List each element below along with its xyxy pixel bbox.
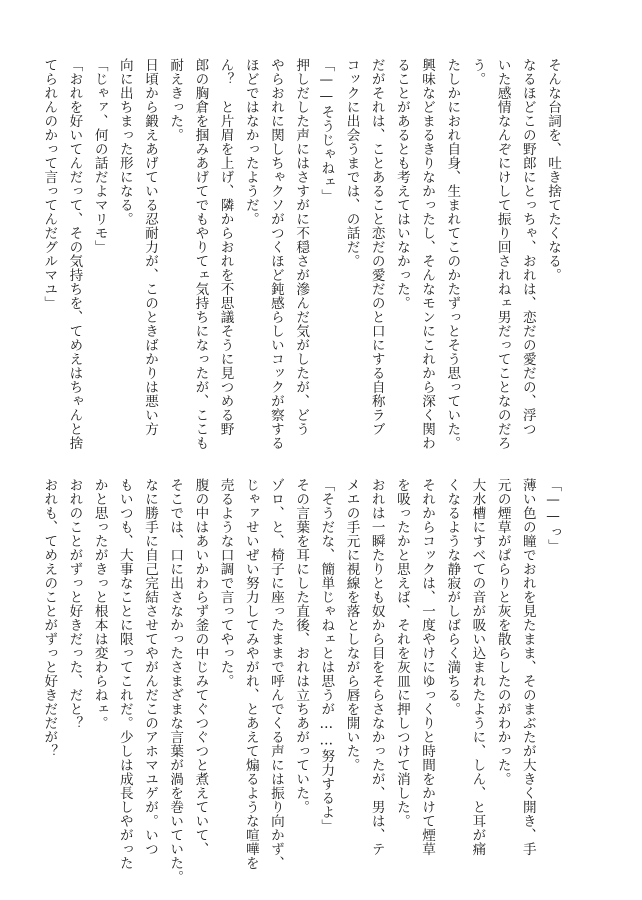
text-line: 薄い色の瞳でおれを見たまま、そのまぶたが大きく開き、手 bbox=[519, 478, 536, 856]
text-line: 「おれを好いてんだって、その気持ちを、てめえはちゃんと捨 bbox=[66, 58, 83, 450]
text-line: くなるような静寂がしばらく満ちる。 bbox=[444, 478, 461, 716]
text-line: ん？ と片眉を上げ、隣からおれを不思議そうに見つめる野 bbox=[217, 58, 234, 436]
text-line: そこでは、口に出さなかったさまざまな言葉が渦を巻いていた。 bbox=[167, 478, 184, 884]
text-line: 元の煙草がぱらりと灰を散らしたのがわかった。 bbox=[494, 478, 511, 786]
text-line: 日頃から鍛えあげている忍耐力が、このときばかりは悪い方 bbox=[142, 58, 158, 436]
text-line: を吸ったかと思えば、それを灰皿に押しつけて消した。 bbox=[393, 478, 410, 828]
text-line: う。 bbox=[469, 58, 486, 86]
text-line: ることがあるとも考えてはいなかった。 bbox=[393, 58, 410, 310]
text-line: 「そうだな、簡単じゃねェとは思うが……努力するよ」 bbox=[318, 478, 335, 833]
text-line: いた感情なんぞにけして振り回されねェ男だってことなのだろ bbox=[494, 58, 511, 450]
text-line: なるほどこの野郎にとっちゃ、おれは、恋だの愛だの、浮つ bbox=[519, 58, 536, 436]
text-line: その言葉を耳にした直後、おれは立ちあがっていた。 bbox=[293, 478, 310, 814]
text-line: じゃァせいぜい努力してみやがれ、とあえて煽るような喧嘩を bbox=[242, 478, 259, 870]
text-line: 興味などまるきりなかったし、そんなモンにこれから深く関わ bbox=[419, 58, 436, 450]
text-line: 「じゃァ、何の話だよマリモ」 bbox=[91, 58, 108, 254]
text-line: コックに出会うまでは、の話だ。 bbox=[343, 58, 360, 268]
text-line: たしかにおれ自身、生まれてこのかたずっとそう思っていた。 bbox=[444, 58, 461, 450]
text-line: 郎の胸倉を掴みあげてでもやりてェ気持ちになったが、ここも bbox=[192, 58, 209, 450]
text-line: なに勝手に自己完結させてやがんだこのアホマユゲが。いつ bbox=[142, 478, 158, 856]
text-line: 向に出ちまった形になる。 bbox=[116, 58, 133, 226]
text-line: 売るような口調で言ってやった。 bbox=[217, 478, 234, 688]
text-line: だがそれは、ことあること恋だの愛だのと口にする自称ラブ bbox=[368, 58, 385, 436]
text-line: 「——そうじゃねェ」 bbox=[318, 58, 335, 203]
text-line: メエの手元に視線を落としながら唇を開いた。 bbox=[343, 478, 360, 772]
text-line: ゾロ、と、椅子に座ったままで呼んでくる声には振り向かず、 bbox=[267, 478, 284, 870]
text-line: おれも、てめえのことがずっと好きだだが？ bbox=[41, 478, 58, 758]
text-line: もいつも、大事なことに限ってこれだ。少しは成長しやがった bbox=[116, 478, 133, 870]
text-line: それからコックは、一度やけにゆっくりと時間をかけて煙草 bbox=[419, 478, 436, 856]
text-line: 押しだした声にはさすがに不穏さが滲んだ気がしたが、どう bbox=[293, 58, 310, 436]
text-line: そんな台詞を、吐き捨てたくなる。 bbox=[545, 58, 561, 282]
text-line: ほどではなかったようだ。 bbox=[242, 58, 259, 226]
text-line: 耐えきった。 bbox=[167, 58, 184, 142]
text-line: おれは一瞬たりとも奴から目をそらさなかったが、男は、テ bbox=[368, 478, 385, 856]
text-line: やらおれに関しちゃクソがつくほど鈍感らしいコックが察する bbox=[267, 58, 284, 450]
text-line: てられんのかって言ってんだグルマユ」 bbox=[41, 58, 58, 310]
text-line: 大水槽にすべての音が吸い込まれたように、しん、と耳が痛 bbox=[469, 478, 486, 856]
text-line: 「——っ」 bbox=[545, 478, 561, 553]
text-line: 腹の中はあいかわらず釜の中じみてぐつぐつと煮えていて、 bbox=[192, 478, 209, 856]
text-line: おれのことがずっと好きだった、だと？ bbox=[66, 478, 83, 730]
text-line: かと思ったがきっと根本は変わらねェ。 bbox=[91, 478, 108, 730]
lower-text-block bbox=[41, 478, 561, 884]
